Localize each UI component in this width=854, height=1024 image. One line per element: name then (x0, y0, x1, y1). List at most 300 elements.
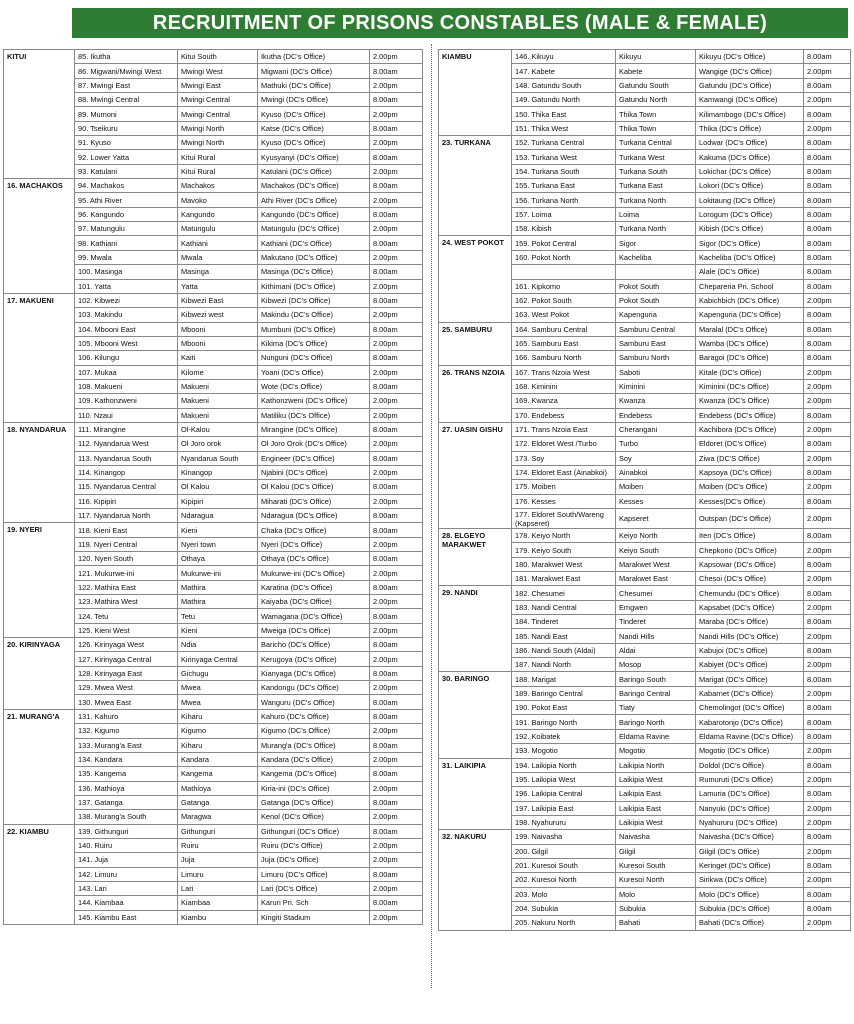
subcounty-cell: Gatundu North (616, 93, 696, 107)
constituency-cell: 94. Machakos (75, 179, 178, 193)
constituency-cell: 160. Pokot North (512, 250, 616, 264)
table-row (439, 322, 851, 336)
venue-cell: Eldama Ravine (DC's Office) (696, 729, 804, 743)
subcounty-cell: Cherangani (616, 422, 696, 436)
constituency-cell: 144. Kiambaa (75, 896, 178, 910)
venue-cell: Doldol (DC's Office) (696, 758, 804, 772)
venue-cell: Gatanga (DC's Office) (258, 795, 370, 809)
subcounty-cell: Endebess (616, 408, 696, 422)
constituency-cell: 158. Kibish (512, 222, 616, 236)
time-cell: 2.00pm (370, 838, 423, 852)
subcounty-cell: Ndaragua (178, 509, 258, 523)
constituency-cell: 135. Kangema (75, 767, 178, 781)
venue-cell: Kabiyet (DC's Office) (696, 658, 804, 672)
subcounty-cell: Mukurwe-ini (178, 566, 258, 580)
subcounty-cell: Tinderet (616, 615, 696, 629)
venue-cell: Naivasha (DC's Office) (696, 830, 804, 844)
county-cell: 22. KIAMBU (4, 824, 75, 924)
venue-cell: Murang'a (DC's Office) (258, 738, 370, 752)
subcounty-cell: Kinangop (178, 465, 258, 479)
venue-cell: Kacheliba (DC's Office) (696, 250, 804, 264)
venue-cell: Wangige (DC's Office) (696, 64, 804, 78)
venue-cell: Kyuso (DC's Office) (258, 107, 370, 121)
time-cell: 8.00am (370, 236, 423, 250)
venue-cell: Kabarotonjo (DC's Office) (696, 715, 804, 729)
subcounty-cell: Pokot South (616, 293, 696, 307)
venue-cell: Kamwangi (DC's Office) (696, 93, 804, 107)
subcounty-cell: Makueni (178, 379, 258, 393)
constituency-cell: 162. Pokot South (512, 293, 616, 307)
venue-cell: Chaka (DC's Office) (258, 523, 370, 537)
constituency-cell: 100. Masinga (75, 265, 178, 279)
time-cell: 2.00pm (370, 365, 423, 379)
subcounty-cell: Mbooni (178, 336, 258, 350)
time-cell: 2.00pm (804, 572, 851, 586)
venue-cell: Lodwar (DC's Office) (696, 136, 804, 150)
subcounty-cell: Matungulu (178, 222, 258, 236)
time-cell: 2.00pm (370, 250, 423, 264)
subcounty-cell: Thika Town (616, 107, 696, 121)
venue-cell: Kapsowar (DC's Office) (696, 557, 804, 571)
time-cell: 8.00am (804, 887, 851, 901)
table-row (4, 824, 423, 838)
time-cell: 2.00pm (804, 293, 851, 307)
subcounty-cell: Kaiti (178, 351, 258, 365)
constituency-cell: 123. Mathira West (75, 595, 178, 609)
venue-cell: Wamagana (DC's Office) (258, 609, 370, 623)
venue-cell: Machakos (DC's Office) (258, 179, 370, 193)
subcounty-cell: Naivasha (616, 830, 696, 844)
subcounty-cell: Molo (616, 887, 696, 901)
subcounty-cell: Thika Town (616, 121, 696, 135)
venue-cell: Kiminini (DC's Office) (696, 379, 804, 393)
venue-cell: Bahati (DC's Office) (696, 916, 804, 930)
subcounty-cell: Samburu Central (616, 322, 696, 336)
time-cell: 8.00am (804, 643, 851, 657)
county-cell: 16. MACHAKOS (4, 179, 75, 294)
venue-cell: Chemundu (DC's Office) (696, 586, 804, 600)
constituency-cell: 124. Tetu (75, 609, 178, 623)
subcounty-cell: Turkana Central (616, 136, 696, 150)
time-cell: 8.00am (370, 609, 423, 623)
constituency-cell: 200. Gilgil (512, 844, 616, 858)
time-cell: 8.00am (804, 207, 851, 221)
subcounty-cell: Laikipia East (616, 787, 696, 801)
venue-cell: Kachibora (DC's Office) (696, 422, 804, 436)
venue-cell: Kakuma (DC's Office) (696, 150, 804, 164)
constituency-cell: 178. Keiyo North (512, 529, 616, 543)
venue-cell: Kirigiti Stadium (258, 910, 370, 924)
time-cell: 8.00am (370, 638, 423, 652)
constituency-cell: 109. Kathonzweni (75, 394, 178, 408)
time-cell: 2.00pm (370, 50, 423, 64)
time-cell: 2.00pm (804, 64, 851, 78)
time-cell: 2.00pm (804, 394, 851, 408)
subcounty-cell: Turkana East (616, 179, 696, 193)
constituency-cell: 108. Makueni (75, 379, 178, 393)
time-cell: 2.00pm (804, 801, 851, 815)
constituency-cell: 142. Limuru (75, 867, 178, 881)
subcounty-cell: Gatanga (178, 795, 258, 809)
time-cell: 2.00pm (370, 537, 423, 551)
venue-cell: Kangema (DC's Office) (258, 767, 370, 781)
time-cell: 2.00pm (804, 629, 851, 643)
time-cell: 8.00am (804, 758, 851, 772)
constituency-cell: 194. Laikipia North (512, 758, 616, 772)
venue-cell: Kaiyaba (DC's Office) (258, 595, 370, 609)
constituency-cell: 176. Kesses (512, 494, 616, 508)
county-cell: 20. KIRINYAGA (4, 638, 75, 710)
subcounty-cell: Marakwet West (616, 557, 696, 571)
subcounty-cell: Githunguri (178, 824, 258, 838)
time-cell: 2.00pm (370, 279, 423, 293)
time-cell: 2.00pm (804, 509, 851, 529)
time-cell: 2.00pm (370, 107, 423, 121)
subcounty-cell: Kiharu (178, 738, 258, 752)
constituency-cell: 110. Nzaui (75, 408, 178, 422)
county-cell: 29. NANDI (439, 586, 512, 672)
venue-cell: Kabichbich (DC's Office) (696, 293, 804, 307)
left-table-container (3, 49, 423, 925)
venue-cell: Kiria-ini (DC's Office) (258, 781, 370, 795)
constituency-cell: 163. West Pokot (512, 308, 616, 322)
venue-cell: Chesoi (DC's Office) (696, 572, 804, 586)
venue-cell: Gilgil (DC's Office) (696, 844, 804, 858)
subcounty-cell: Mwala (178, 250, 258, 264)
venue-cell: Mweiga (DC's Office) (258, 623, 370, 637)
constituency-cell: 118. Kieni East (75, 523, 178, 537)
page-title: RECRUITMENT OF PRISONS CONSTABLES (MALE & FEMALE) (152, 11, 768, 34)
subcounty-cell: Sigor (616, 236, 696, 250)
constituency-cell: 141. Juja (75, 853, 178, 867)
venue-cell: Nanyuki (DC's Office) (696, 801, 804, 815)
time-cell: 8.00am (804, 279, 851, 293)
venue-cell: Kabujoi (DC's Office) (696, 643, 804, 657)
time-cell: 8.00am (804, 586, 851, 600)
time-cell: 8.00am (370, 523, 423, 537)
title-banner (72, 8, 848, 38)
time-cell: 8.00am (804, 265, 851, 279)
venue-cell: Maralal (DC's Office) (696, 322, 804, 336)
subcounty-cell: Mwingi North (178, 136, 258, 150)
county-cell: 30. BARINGO (439, 672, 512, 758)
venue-cell: Karatina (DC's Office) (258, 580, 370, 594)
constituency-cell: 98. Kathiani (75, 236, 178, 250)
constituency-cell: 181. Marakwet East (512, 572, 616, 586)
subcounty-cell: Yatta (178, 279, 258, 293)
time-cell: 8.00am (804, 250, 851, 264)
venue-cell: Kilimambogo (DC's Office) (696, 107, 804, 121)
subcounty-cell: Makueni (178, 394, 258, 408)
venue-cell: Kithimani (DC's Office) (258, 279, 370, 293)
subcounty-cell: Gilgil (616, 844, 696, 858)
constituency-cell: 125. Kieni West (75, 623, 178, 637)
venue-cell: Matungulu (DC's Office) (258, 222, 370, 236)
constituency-cell: 132. Kigumo (75, 724, 178, 738)
venue-cell: Lari (DC's Office) (258, 881, 370, 895)
venue-cell: Lamuria (DC's Office) (696, 787, 804, 801)
constituency-cell: 102. Kibwezi (75, 293, 178, 307)
constituency-cell: 133. Murang'a East (75, 738, 178, 752)
time-cell: 2.00pm (804, 815, 851, 829)
time-cell: 8.00am (370, 351, 423, 365)
constituency-cell: 128. Kirinyaga East (75, 666, 178, 680)
subcounty-cell: Ol Joro orok (178, 437, 258, 451)
constituency-cell: 157. Loima (512, 207, 616, 221)
constituency-cell: 155. Turkana East (512, 179, 616, 193)
time-cell: 8.00am (370, 379, 423, 393)
right-schedule-table (438, 49, 851, 931)
subcounty-cell: Mwea (178, 681, 258, 695)
subcounty-cell: Kirinyaga Central (178, 652, 258, 666)
constituency-cell: 172. Eldoret West /Turbo (512, 437, 616, 451)
time-cell: 8.00am (804, 50, 851, 64)
time-cell: 8.00am (370, 580, 423, 594)
time-cell: 2.00pm (370, 781, 423, 795)
venue-cell: Wote (DC's Office) (258, 379, 370, 393)
county-cell: KIAMBU (439, 50, 512, 136)
time-cell: 2.00pm (804, 480, 851, 494)
constituency-cell: 186. Nandi South (Aldai) (512, 643, 616, 657)
venue-cell: Endebess (DC's Office) (696, 408, 804, 422)
time-cell: 8.00am (370, 695, 423, 709)
venue-cell: Karuri Pri. Sch (258, 896, 370, 910)
venue-cell: Matiliku (DC's Office) (258, 408, 370, 422)
venue-cell: Kwanza (DC's Office) (696, 394, 804, 408)
time-cell: 8.00am (804, 351, 851, 365)
subcounty-cell: Kikuyu (616, 50, 696, 64)
venue-cell: Kenol (DC's Office) (258, 810, 370, 824)
constituency-cell: 188. Marigat (512, 672, 616, 686)
constituency-cell: 114. Kinangop (75, 465, 178, 479)
time-cell: 8.00am (804, 150, 851, 164)
venue-cell: Njabini (DC's Office) (258, 465, 370, 479)
time-cell: 8.00am (370, 64, 423, 78)
constituency-cell: 95. Athi River (75, 193, 178, 207)
subcounty-cell: Kangundo (178, 207, 258, 221)
time-cell: 2.00pm (370, 494, 423, 508)
time-cell: 8.00am (370, 709, 423, 723)
constituency-cell: 159. Pokot Central (512, 236, 616, 250)
time-cell: 8.00am (804, 787, 851, 801)
table-row (439, 365, 851, 379)
county-cell: 23. TURKANA (439, 136, 512, 236)
time-cell: 8.00am (370, 795, 423, 809)
subcounty-cell: Kathiani (178, 236, 258, 250)
time-cell: 2.00pm (804, 93, 851, 107)
venue-cell: Kerugoya (DC's Office) (258, 652, 370, 666)
constituency-cell: 112. Nyandarua West (75, 437, 178, 451)
constituency-cell: 204. Subukia (512, 901, 616, 915)
subcounty-cell: Bahati (616, 916, 696, 930)
time-cell: 8.00am (370, 738, 423, 752)
county-cell: 19. NYERI (4, 523, 75, 638)
venue-cell: Lokori (DC's Office) (696, 179, 804, 193)
time-cell: 8.00am (804, 715, 851, 729)
constituency-cell: 190. Pokot East (512, 701, 616, 715)
time-cell: 8.00am (370, 509, 423, 523)
venue-cell: Nandi Hills (DC's Office) (696, 629, 804, 643)
constituency-cell: 106. Kilungu (75, 351, 178, 365)
subcounty-cell: Mosop (616, 658, 696, 672)
time-cell: 2.00pm (370, 308, 423, 322)
subcounty-cell: Ol Kalou (178, 480, 258, 494)
constituency-cell: 175. Moiben (512, 480, 616, 494)
time-cell: 2.00pm (804, 365, 851, 379)
time-cell: 8.00am (370, 293, 423, 307)
venue-cell: Masinga (DC's Office) (258, 265, 370, 279)
constituency-cell: 129. Mwea West (75, 681, 178, 695)
time-cell: 8.00am (804, 222, 851, 236)
constituency-cell: 101. Yatta (75, 279, 178, 293)
time-cell: 2.00pm (370, 222, 423, 236)
time-cell: 2.00pm (370, 623, 423, 637)
venue-cell: Gatundu (DC's Office) (696, 78, 804, 92)
subcounty-cell: Machakos (178, 179, 258, 193)
constituency-cell: 168. Kiminini (512, 379, 616, 393)
venue-cell: Engineer (DC's Office) (258, 451, 370, 465)
venue-cell: Yoani (DC's Office) (258, 365, 370, 379)
venue-cell: Sigor (DC's Office) (696, 236, 804, 250)
venue-cell: Mathuki (DC's Office) (258, 78, 370, 92)
time-cell: 8.00am (804, 615, 851, 629)
constituency-cell: 152. Turkana Central (512, 136, 616, 150)
venue-cell: Lorogum (DC's Office) (696, 207, 804, 221)
venue-cell: Wanguru (DC's Office) (258, 695, 370, 709)
subcounty-cell: Mbooni (178, 322, 258, 336)
subcounty-cell: Laikipia West (616, 772, 696, 786)
venue-cell: Kyusyanyi (DC's Office) (258, 150, 370, 164)
constituency-cell: 184. Tinderet (512, 615, 616, 629)
table-row (439, 136, 851, 150)
subcounty-cell: Mwingi Central (178, 93, 258, 107)
subcounty-cell: Saboti (616, 365, 696, 379)
subcounty-cell: Nyandarua South (178, 451, 258, 465)
venue-cell: Githunguri (DC's Office) (258, 824, 370, 838)
constituency-cell: 119. Nyeri Central (75, 537, 178, 551)
constituency-cell: 148. Gatundu South (512, 78, 616, 92)
constituency-cell: 131. Kahuro (75, 709, 178, 723)
venue-cell: Keringet (DC's Office) (696, 858, 804, 872)
subcounty-cell: Kapenguria (616, 308, 696, 322)
time-cell: 8.00am (370, 150, 423, 164)
venue-cell: Outspan (DC's Office) (696, 509, 804, 529)
subcounty-cell: Subukia (616, 901, 696, 915)
constituency-cell: 122. Mathira East (75, 580, 178, 594)
venue-cell: Thika (DC's Office) (696, 121, 804, 135)
constituency-cell: 89. Mumoni (75, 107, 178, 121)
county-cell: 31. LAIKIPIA (439, 758, 512, 830)
constituency-cell: 85. Ikutha (75, 50, 178, 64)
time-cell: 8.00am (370, 179, 423, 193)
subcounty-cell: Keiyo South (616, 543, 696, 557)
constituency-cell: 138. Murang'a South (75, 810, 178, 824)
subcounty-cell: Mwingi North (178, 121, 258, 135)
time-cell: 8.00am (370, 121, 423, 135)
subcounty-cell: Moiben (616, 480, 696, 494)
table-row (439, 830, 851, 844)
constituency-cell: 104. Mbooni East (75, 322, 178, 336)
time-cell: 2.00pm (370, 193, 423, 207)
time-cell: 8.00am (370, 666, 423, 680)
time-cell: 2.00pm (804, 844, 851, 858)
venue-cell: Athi River (DC's Office) (258, 193, 370, 207)
venue-cell: Mukurwe-ini (DC's Office) (258, 566, 370, 580)
venue-cell: Mogotio (DC's Office) (696, 744, 804, 758)
time-cell: 8.00am (804, 78, 851, 92)
venue-cell: Nunguni (DC's Office) (258, 351, 370, 365)
time-cell: 8.00am (370, 422, 423, 436)
time-cell: 8.00am (804, 408, 851, 422)
constituency-cell: 139. Githunguri (75, 824, 178, 838)
constituency-cell: 185. Nandi East (512, 629, 616, 643)
venue-cell: Ruiru (DC's Office) (258, 838, 370, 852)
constituency-cell: 127. Kirinyaga Central (75, 652, 178, 666)
subcounty-cell: Laikipia North (616, 758, 696, 772)
constituency-cell: 180. Marakwet West (512, 557, 616, 571)
time-cell: 2.00pm (370, 724, 423, 738)
table-row (4, 523, 423, 537)
constituency-cell: 93. Katulani (75, 164, 178, 178)
time-cell: 2.00pm (370, 408, 423, 422)
subcounty-cell: Aldai (616, 643, 696, 657)
time-cell: 8.00am (804, 136, 851, 150)
table-row (4, 179, 423, 193)
time-cell: 8.00am (370, 451, 423, 465)
time-cell: 8.00am (370, 867, 423, 881)
subcounty-cell: Kiambu (178, 910, 258, 924)
subcounty-cell: Mavoko (178, 193, 258, 207)
time-cell: 2.00pm (370, 136, 423, 150)
time-cell: 2.00pm (804, 916, 851, 930)
subcounty-cell: Maragwa (178, 810, 258, 824)
subcounty-cell: Turbo (616, 437, 696, 451)
venue-cell: Kahuro (DC's Office) (258, 709, 370, 723)
time-cell: 8.00am (370, 207, 423, 221)
subcounty-cell: Masinga (178, 265, 258, 279)
county-cell: 18. NYANDARUA (4, 422, 75, 522)
constituency-cell: 167. Trans Nzoia West (512, 365, 616, 379)
subcounty-cell: Kandara (178, 752, 258, 766)
subcounty-cell: Keiyo North (616, 529, 696, 543)
time-cell: 2.00pm (804, 121, 851, 135)
constituency-cell: 197. Laikipia East (512, 801, 616, 815)
venue-cell: Ndaragua (DC's Office) (258, 509, 370, 523)
time-cell: 2.00pm (370, 78, 423, 92)
constituency-cell: 130. Mwea East (75, 695, 178, 709)
venue-cell: Kyuso (DC's Office) (258, 136, 370, 150)
subcounty-cell: Nyeri town (178, 537, 258, 551)
venue-cell: Kianyaga (DC's Office) (258, 666, 370, 680)
constituency-cell: 137. Gatanga (75, 795, 178, 809)
subcounty-cell: Ainabkoi (616, 465, 696, 479)
constituency-cell: 165. Samburu East (512, 336, 616, 350)
venue-cell: Kapsabet (DC's Office) (696, 600, 804, 614)
venue-cell: Chepareria Pri. School (696, 279, 804, 293)
constituency-cell: 170. Endebess (512, 408, 616, 422)
constituency-cell: 90. Tseikuru (75, 121, 178, 135)
subcounty-cell: Mwingi East (178, 78, 258, 92)
time-cell: 2.00pm (370, 164, 423, 178)
subcounty-cell: Ol-Kalou (178, 422, 258, 436)
subcounty-cell: Laikipia West (616, 815, 696, 829)
constituency-cell: 105. Mbooni West (75, 336, 178, 350)
constituency-cell: 126. Kirinyaga West (75, 638, 178, 652)
subcounty-cell: Kibwezi East (178, 293, 258, 307)
time-cell: 2.00pm (804, 600, 851, 614)
subcounty-cell: Kipipiri (178, 494, 258, 508)
constituency-cell: 87. Mwingi East (75, 78, 178, 92)
